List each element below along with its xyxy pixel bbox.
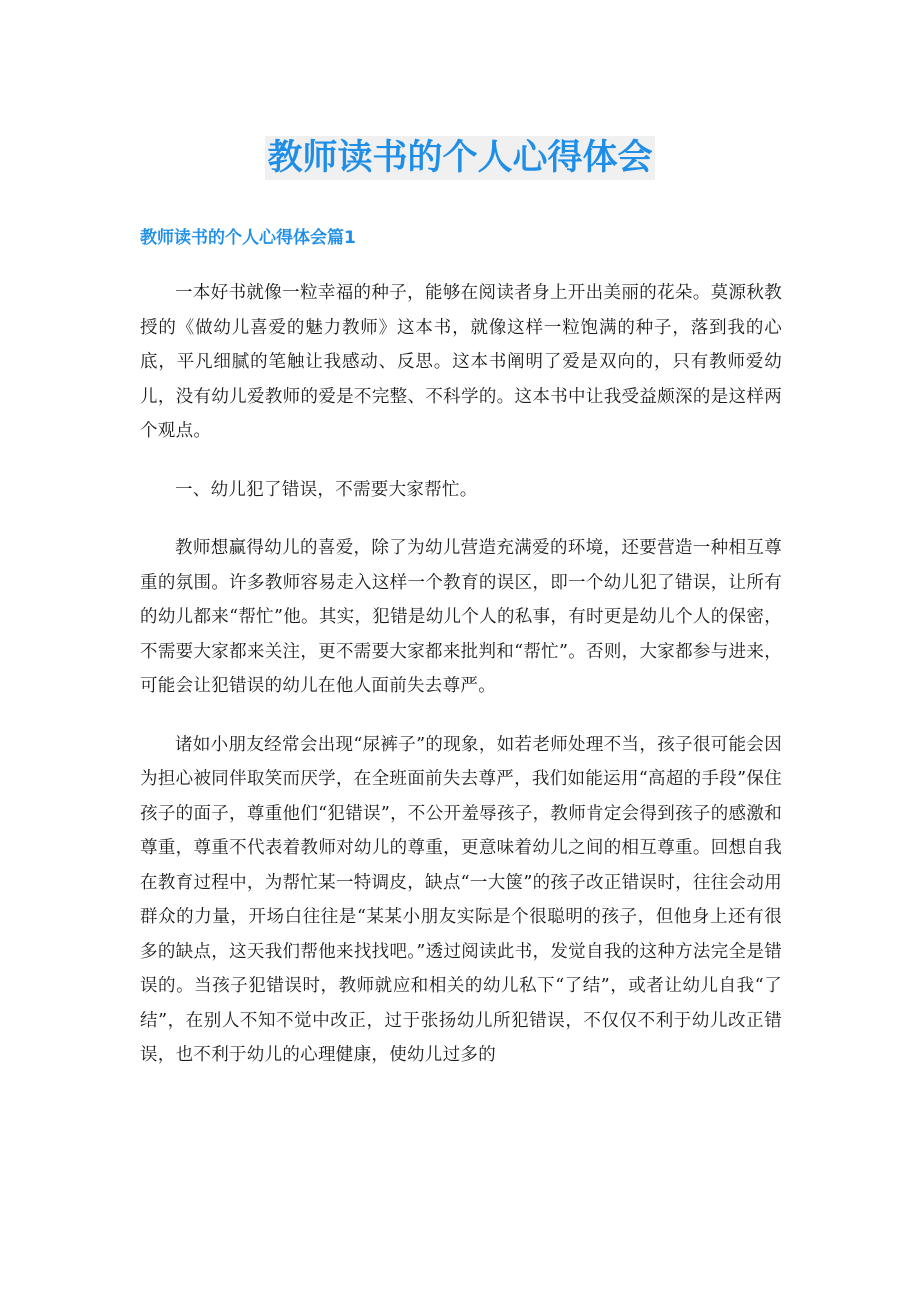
paragraph-example: 诸如小朋友经常会出现“尿裤子”的现象，如若老师处理不当，孩子很可能会因为担心被同伴取笑而厌学，在全班面前失去尊严，我们如能运用“高超的手段”保住孩子的面子，尊重他们“犯错误”，不公开羞辱孩子，教师肯定会得到孩子的感激和尊重，尊重不代表着教师对幼儿的尊重，更意味着幼儿之间的相互尊重。回想自我在教育过程中，为帮忙某一特调皮，缺点“一大箧”的孩子改正错误时，往往会动用群众的力量，开场白往往是“某某小朋友实际是个很聪明的孩子，但他身上还有很多的缺点，这天我们帮他来找找吧。”透过阅读此书，发觉自我的这种方法完全是错误的。当孩子犯错误时，教师就应和相关的幼儿私下“了结”，或者让幼儿自我“了结”，在别人不知不觉中改正，过于张扬幼儿所犯错误，不仅仅不利于幼儿改正错误，也不利于幼儿的心理健康，使幼儿过多的 <box>140 734 782 1065</box>
paragraph-respect: 教师想赢得幼儿的喜爱，除了为幼儿营造充满爱的环境，还要营造一种相互尊重的氛围。许多教师容易走入这样一个教育的误区，即一个幼儿犯了错误，让所有的幼儿都来“帮忙”他。其实，犯错是幼儿个人的私事，有时更是幼儿个人的保密，不需要大家都来关注，更不需要大家都来批判和“帮忙”。否则，大家都参与进来，可能会让犯错误的幼儿在他人面前失去尊严。 <box>140 538 782 696</box>
paragraph-intro: 一本好书就像一粒幸福的种子，能够在阅读者身上开出美丽的花朵。莫源秋教授的《做幼儿喜爱的魅力教师》这本书，就像这样一粒饱满的种子，落到我的心底，平凡细腻的笔触让我感动、反思。这本书阐明了爱是双向的，只有教师爱幼儿，没有幼儿爱教师的爱是不完整、不科学的。这本书中让我受益颇深的是这样两个观点。 <box>140 283 782 441</box>
document-title: 教师读书的个人心得体会 <box>267 138 653 178</box>
title-container <box>0 136 920 180</box>
paragraph-point-one: 一、幼儿犯了错误，不需要大家帮忙。 <box>175 479 478 500</box>
section-heading: 教师读书的个人心得体会篇1 <box>140 228 356 248</box>
document-body <box>140 276 782 1097</box>
